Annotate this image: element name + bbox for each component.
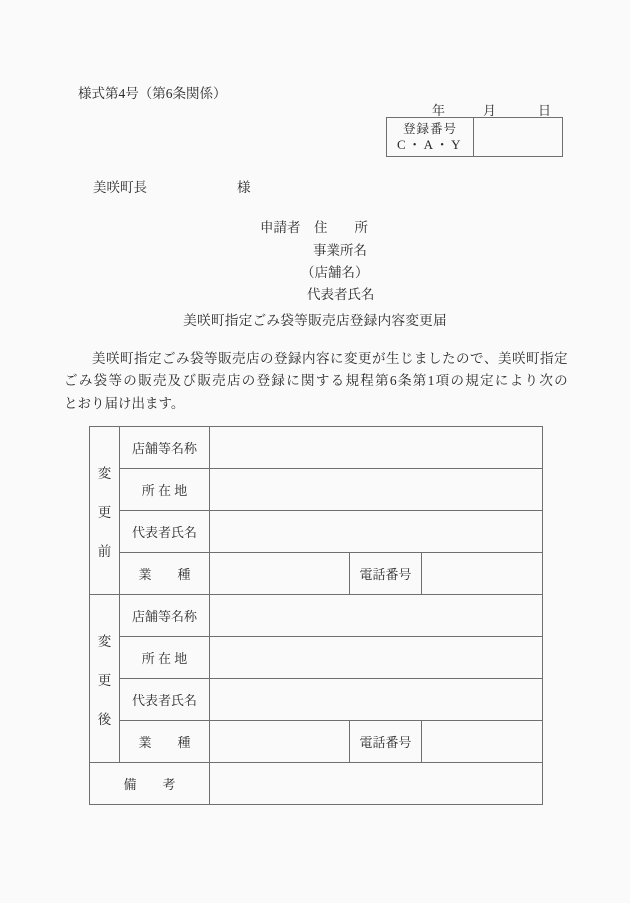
body-paragraph-line-3: とおり届け出ます。 bbox=[64, 395, 185, 411]
table-row bbox=[90, 721, 543, 763]
remarks-label: 備 考 bbox=[90, 763, 210, 805]
body-paragraph bbox=[64, 348, 568, 415]
after-shop-name-value bbox=[210, 595, 543, 637]
table-row bbox=[90, 595, 543, 637]
registration-number-code: C・A・Y bbox=[397, 137, 463, 152]
table-row bbox=[90, 637, 543, 679]
before-shop-name-label: 店舗等名称 bbox=[120, 427, 210, 469]
addressee-honorific: 様 bbox=[237, 180, 251, 195]
applicant-address-line: 申請者 住 所 bbox=[260, 220, 368, 235]
after-address-label: 所 在 地 bbox=[120, 637, 210, 679]
section-before-label: 変 更 前 bbox=[97, 465, 112, 559]
applicant-business-name-line: 事業所名 bbox=[313, 243, 367, 258]
after-business-type-label: 業 種 bbox=[120, 721, 210, 763]
after-address-value bbox=[210, 637, 543, 679]
before-business-type-value bbox=[210, 553, 350, 595]
before-address-value bbox=[210, 469, 543, 511]
before-business-type-label: 業 種 bbox=[120, 553, 210, 595]
remarks-value bbox=[210, 763, 543, 805]
body-paragraph-line-2: ご み 袋 等 の 販 売 及 び 販 売 店 の 登 録 に 関 す る 規 程 第 6 条 第 1 項 の 規 定 に よ り 次 の bbox=[64, 373, 568, 389]
table-row bbox=[90, 763, 543, 805]
applicant-representative-line: 代表者氏名 bbox=[307, 287, 375, 302]
section-after-cell bbox=[90, 595, 120, 763]
date-day-label: 日 bbox=[538, 103, 552, 118]
table-row bbox=[90, 511, 543, 553]
after-representative-label: 代表者氏名 bbox=[120, 679, 210, 721]
date-year-label: 年 bbox=[432, 103, 446, 118]
after-business-type-value bbox=[210, 721, 350, 763]
before-phone-value bbox=[422, 553, 543, 595]
table-row bbox=[90, 679, 543, 721]
applicant-shop-name-line: （店舗名） bbox=[301, 265, 369, 280]
before-shop-name-value bbox=[210, 427, 543, 469]
change-details-table bbox=[89, 426, 543, 805]
before-representative-value bbox=[210, 511, 543, 553]
registration-number-label-cell bbox=[387, 118, 474, 156]
before-address-label: 所 在 地 bbox=[120, 469, 210, 511]
form-number: 様式第4号（第6条関係） bbox=[78, 86, 227, 101]
table-row bbox=[90, 469, 543, 511]
section-before-cell bbox=[90, 427, 120, 595]
addressee-name: 美咲町長 bbox=[93, 180, 147, 195]
after-representative-value bbox=[210, 679, 543, 721]
after-phone-label: 電話番号 bbox=[350, 721, 422, 763]
body-paragraph-line-1: 美 咲 町 指 定 ご み 袋 等 販 売 店 の 登 録 内 容 に 変 更 が 生 じ ま し た の で 、 美 咲 町 指 定 bbox=[92, 351, 568, 366]
registration-number-box bbox=[386, 117, 563, 157]
before-phone-label: 電話番号 bbox=[350, 553, 422, 595]
document-title: 美咲町指定ごみ袋等販売店登録内容変更届 bbox=[183, 313, 447, 328]
before-representative-label: 代表者氏名 bbox=[120, 511, 210, 553]
after-phone-value bbox=[422, 721, 543, 763]
after-shop-name-label: 店舗等名称 bbox=[120, 595, 210, 637]
date-month-label: 月 bbox=[483, 103, 497, 118]
section-after-label: 変 更 後 bbox=[97, 633, 112, 727]
table-row bbox=[90, 553, 543, 595]
registration-number-label: 登録番号 bbox=[402, 122, 457, 136]
registration-number-value-cell bbox=[474, 118, 562, 156]
table-row bbox=[90, 427, 543, 469]
